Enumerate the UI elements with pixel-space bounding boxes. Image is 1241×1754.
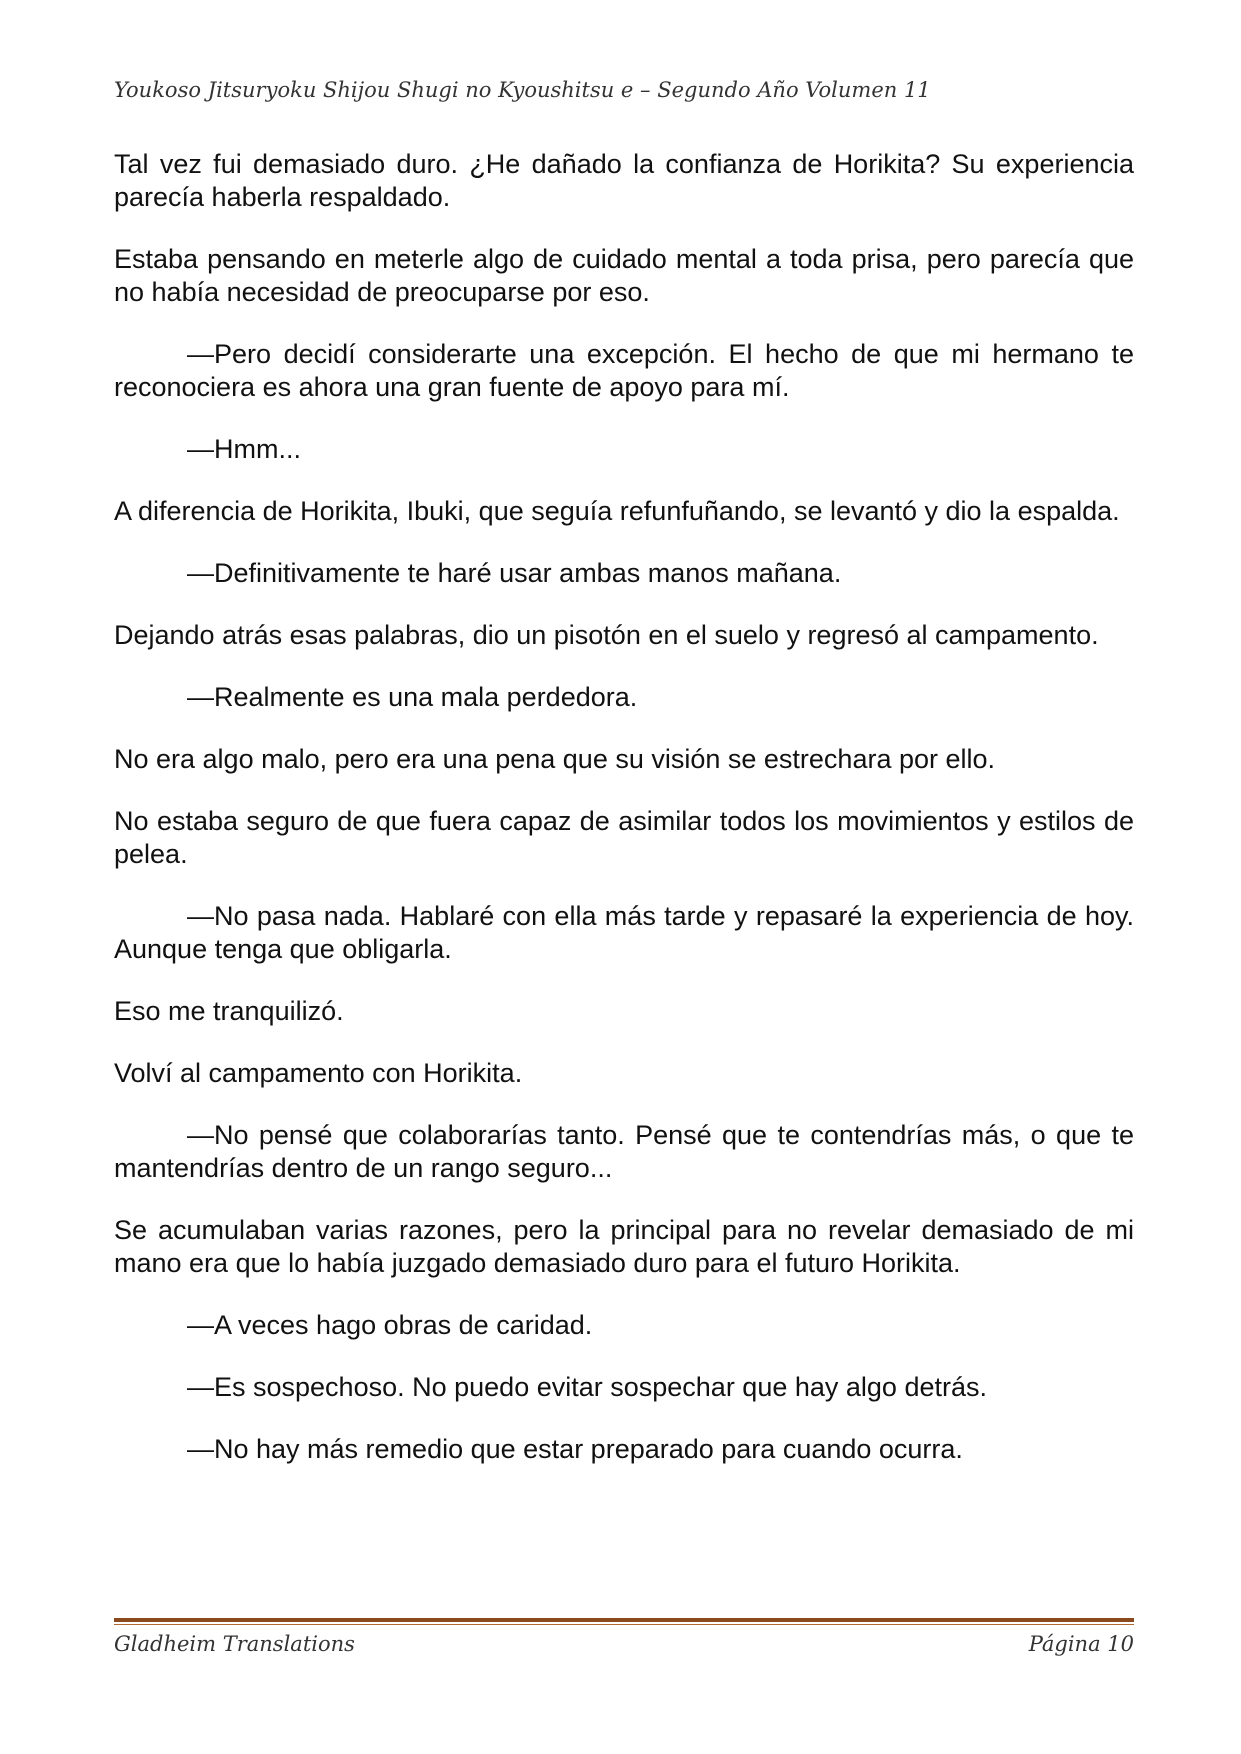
paragraph: No estaba seguro de que fuera capaz de asimilar todos los movimientos y estilos de pelea. (114, 806, 1134, 869)
page-body (114, 148, 1134, 1495)
paragraph: Dejando atrás esas palabras, dio un pisotón en el suelo y regresó al campamento. (114, 620, 1099, 650)
dialogue-paragraph: —Hmm... (187, 434, 301, 464)
paragraph: Eso me tranquilizó. (114, 996, 344, 1026)
dialogue-paragraph: —Realmente es una mala perdedora. (187, 682, 638, 712)
footer-publisher: Gladheim Translations (114, 1632, 355, 1656)
paragraph: Volví al campamento con Horikita. (114, 1058, 523, 1088)
paragraph: A diferencia de Horikita, Ibuki, que seguía refunfuñando, se levantó y dio la espalda. (114, 496, 1120, 526)
paragraph: Estaba pensando en meterle algo de cuidado mental a toda prisa, pero parecía que no había necesidad de preocuparse por eso. (114, 244, 1134, 307)
paragraph: Se acumulaban varias razones, pero la principal para no revelar demasiado de mi mano era que lo había juzgado demasiado duro para el futuro Horikita. (114, 1215, 1134, 1278)
dialogue-paragraph: —No hay más remedio que estar preparado para cuando ocurra. (187, 1434, 963, 1464)
page-number: Página 10 (1028, 1632, 1134, 1656)
dialogue-paragraph: —A veces hago obras de caridad. (187, 1310, 593, 1340)
dialogue-paragraph: —Definitivamente te haré usar ambas manos mañana. (187, 558, 842, 588)
dialogue-paragraph: —No pasa nada. Hablaré con ella más tarde y repasaré la experiencia de hoy. Aunque tenga que obligarla. (114, 901, 1134, 964)
paragraph: No era algo malo, pero era una pena que su visión se estrechara por ello. (114, 744, 996, 774)
dialogue-paragraph: —No pensé que colaborarías tanto. Pensé que te contendrías más, o que te mantendrías dentro de un rango seguro... (114, 1120, 1134, 1183)
footer-divider (114, 1618, 1134, 1625)
dialogue-paragraph: —Es sospechoso. No puedo evitar sospechar que hay algo detrás. (187, 1372, 987, 1402)
running-header: Youkoso Jitsuryoku Shijou Shugi no Kyoushitsu e – Segundo Año Volumen 11 (114, 78, 931, 102)
paragraph: Tal vez fui demasiado duro. ¿He dañado la confianza de Horikita? Su experiencia parecía haberla respaldado. (114, 149, 1134, 212)
dialogue-paragraph: —Pero decidí considerarte una excepción. El hecho de que mi hermano te reconociera es ahora una gran fuente de apoyo para mí. (114, 339, 1134, 402)
